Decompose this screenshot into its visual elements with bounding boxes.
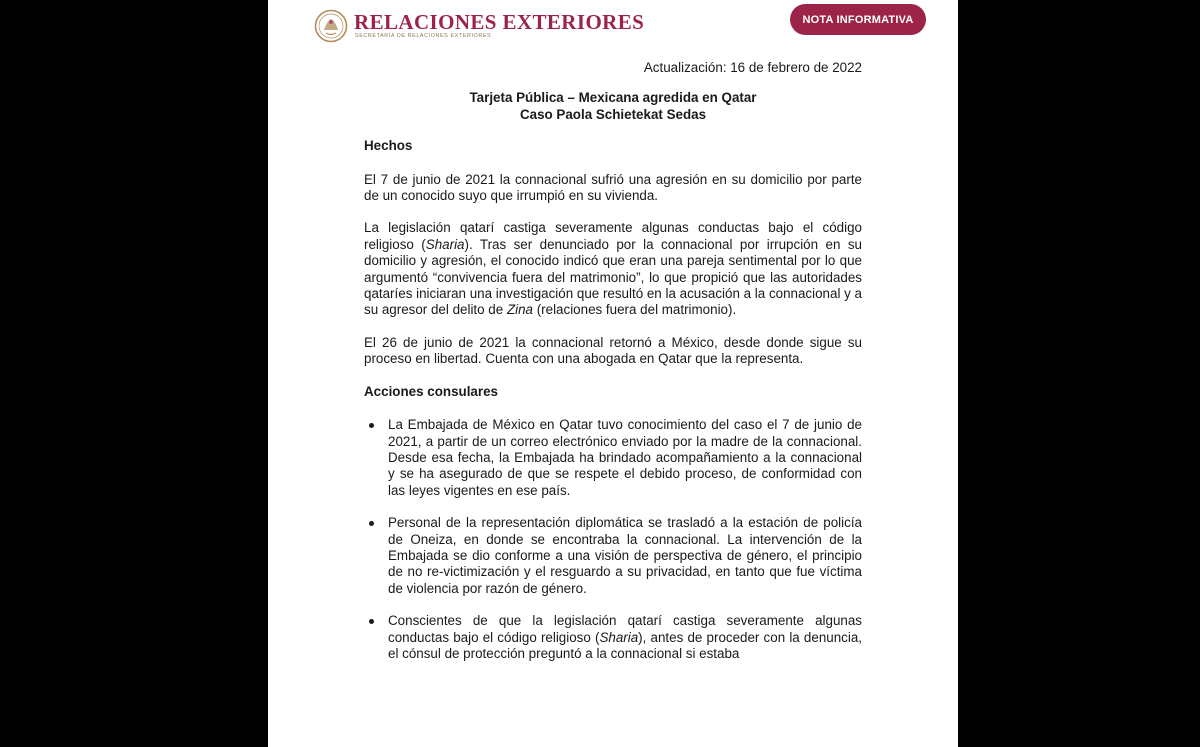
paragraph-1: El 7 de junio de 2021 la connacional sufrió una agresión en su domicilio por parte de un conocido suyo que irrumpió en su vivienda.	[364, 171, 862, 204]
paragraph-3: El 26 de junio de 2021 la connacional retornó a México, desde donde sigue su proceso en libertad. Cuenta con una abogada en Qatar que la representa.	[364, 334, 862, 367]
letterhead	[268, 0, 958, 48]
list-item	[364, 417, 862, 499]
document-subtitle: Caso Paola Schietekat Sedas	[519, 106, 707, 122]
document-page	[268, 0, 958, 747]
list-item-text: Personal de la representación diplomática se trasladó a la estación de policía de Oneiza, en donde se encontraba la connacional. La intervención de la Embajada se dio conforme a una visión de perspectiva de género, el principio de no re-victimización y el resguardo a su privacidad, en tanto que fue víctima de violencia por razón de género.	[388, 515, 862, 596]
document-title: Tarjeta Pública – Mexicana agredida en Qatar	[469, 90, 757, 106]
paragraph-2	[364, 220, 862, 318]
organization-name: RELACIONES EXTERIORES	[354, 10, 645, 34]
consular-actions-list	[364, 417, 862, 662]
mexican-eagle-seal-icon	[314, 9, 348, 43]
bullet-icon	[369, 521, 374, 526]
list-item	[364, 515, 862, 597]
list-item-text	[388, 613, 862, 661]
list-item-text: La Embajada de México en Qatar tuvo conocimiento del caso el 7 de junio de 2021, a partir de un correo electrónico enviado por la madre de la connacional. Desde esa fecha, la Embajada ha brindado acompañamiento a la connacional y se ha asegurado de que se respete el debido proceso, de conformidad con las leyes vigentes en ese país.	[388, 417, 862, 498]
paragraph-2-term-sharia: Sharia	[425, 236, 465, 252]
paragraph-2-term-zina: Zina	[506, 302, 533, 318]
organization-subtitle: SECRETARÍA DE RELACIONES EXTERIORES	[355, 33, 492, 39]
bullet-icon	[369, 619, 374, 624]
nota-informativa-badge: NOTA INFORMATIVA	[790, 4, 926, 35]
document-body	[364, 60, 862, 678]
list-item	[364, 613, 862, 662]
paragraph-2-part-a: La legislación qatarí castiga severamente algunas conductas bajo el código religioso (	[364, 220, 862, 252]
paragraph-2-part-c: (relaciones fuera del matrimonio).	[533, 302, 737, 318]
bullet-icon	[369, 423, 374, 428]
bullet-3-part-b: ), antes de proceder con la denuncia, el cónsul de protección preguntó a la connacional si estaba	[388, 629, 862, 661]
section-heading-acciones-consulares: Acciones consulares	[364, 383, 498, 399]
bullet-3-term-sharia: Sharia	[599, 629, 639, 645]
paragraph-2-part-b: ). Tras ser denunciado por la connacional por irrupción en su domicilio y agresión, el conocido indicó que eran una pareja sentimental por lo que argumentó “convivencia fuera del matrimonio”, lo que propició que las autoridades qataríes iniciaran una investigación que resultó en la acusación a la connacional y a su agresor del delito de	[364, 236, 863, 318]
section-heading-hechos: Hechos	[364, 138, 413, 154]
update-date: Actualización: 16 de febrero de 2022	[643, 60, 862, 75]
bullet-3-part-a: Conscientes de que la legislación qatarí castiga severamente algunas conductas bajo el código religioso (	[388, 613, 862, 645]
